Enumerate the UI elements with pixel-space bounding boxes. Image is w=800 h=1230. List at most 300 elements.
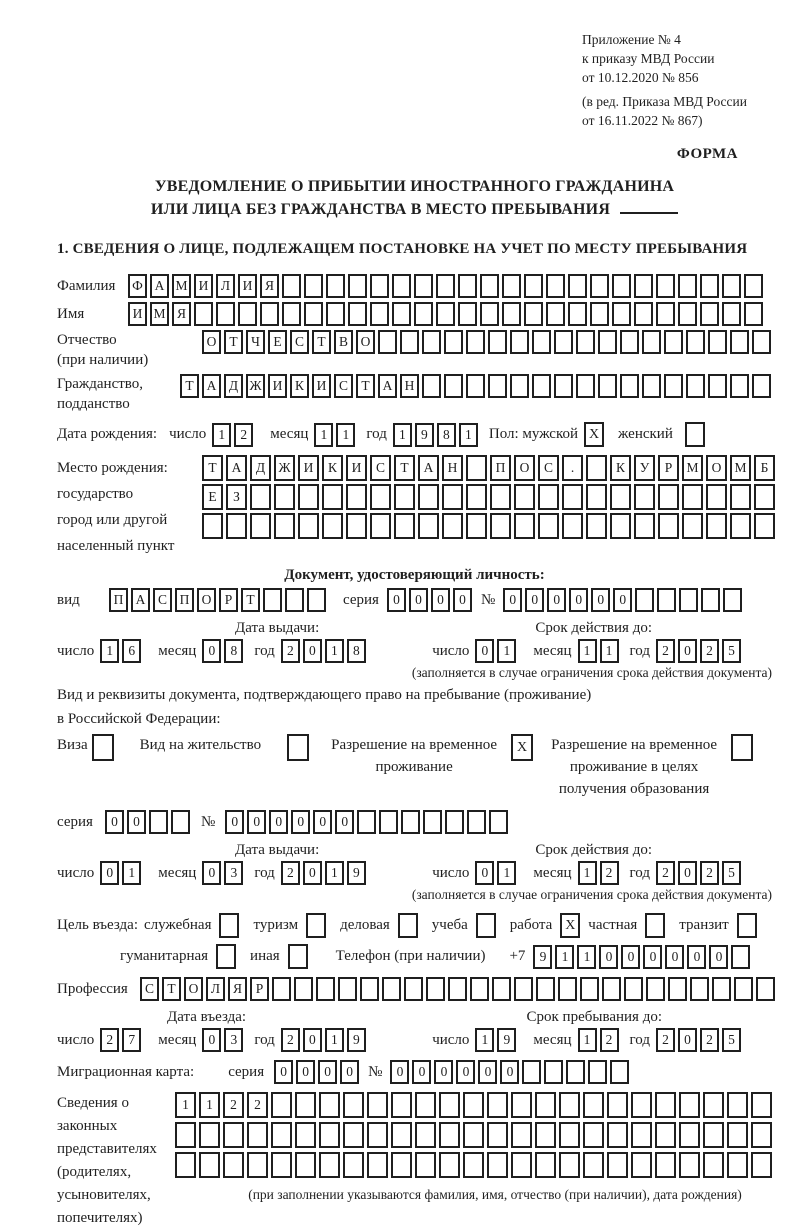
char-box: 1 bbox=[578, 1028, 597, 1052]
char-box: 1 bbox=[459, 423, 478, 447]
char-box: 2 bbox=[656, 639, 675, 663]
char-box: 2 bbox=[281, 861, 300, 885]
char-box bbox=[727, 1092, 748, 1118]
char-box bbox=[535, 1092, 556, 1118]
char-box bbox=[514, 484, 535, 510]
char-box bbox=[202, 513, 223, 539]
char-box bbox=[394, 513, 415, 539]
char-box bbox=[367, 1092, 388, 1118]
firstname-boxes bbox=[128, 302, 766, 326]
char-box bbox=[538, 484, 559, 510]
char-box bbox=[546, 274, 565, 298]
char-box: 2 bbox=[656, 861, 675, 885]
sex-label: Пол: мужской bbox=[488, 426, 579, 442]
char-box bbox=[445, 810, 464, 834]
char-box: И bbox=[298, 455, 319, 481]
char-box bbox=[634, 274, 653, 298]
char-box bbox=[370, 513, 391, 539]
char-box bbox=[467, 810, 486, 834]
doc-validity-note: (заполняется в случае ограничения срока действия документа) bbox=[411, 665, 772, 680]
char-box: 0 bbox=[591, 588, 610, 612]
char-box bbox=[444, 330, 463, 354]
char-box bbox=[562, 513, 583, 539]
phone-boxes bbox=[533, 945, 753, 969]
appendix-line: к приказу МВД России bbox=[582, 51, 715, 66]
char-box: 0 bbox=[340, 1060, 359, 1084]
char-box bbox=[149, 810, 168, 834]
day-label: число bbox=[169, 426, 207, 442]
purpose-business-label: деловая bbox=[340, 917, 390, 933]
doc-number-label: № bbox=[480, 591, 496, 608]
char-box bbox=[422, 374, 441, 398]
char-box bbox=[554, 330, 573, 354]
migration-number-label: № bbox=[368, 1063, 383, 1080]
form-word: ФОРМА bbox=[676, 146, 738, 162]
char-box bbox=[304, 274, 323, 298]
char-box bbox=[250, 513, 271, 539]
char-box: А bbox=[378, 374, 397, 398]
residence-issue-year bbox=[281, 861, 369, 885]
char-box bbox=[590, 302, 609, 326]
char-box bbox=[586, 484, 607, 510]
char-box bbox=[657, 588, 676, 612]
legal-reps-row2 bbox=[175, 1122, 775, 1148]
char-box bbox=[754, 513, 775, 539]
char-box: 0 bbox=[599, 945, 618, 969]
char-box bbox=[703, 1152, 724, 1178]
doc-series-boxes bbox=[387, 588, 475, 612]
char-box: З bbox=[226, 484, 247, 510]
char-box bbox=[583, 1092, 604, 1118]
char-box: 0 bbox=[503, 588, 522, 612]
char-box bbox=[415, 1122, 436, 1148]
char-box: Р bbox=[658, 455, 679, 481]
char-box bbox=[436, 274, 455, 298]
residence-permit-label: Вид на жительство bbox=[139, 737, 262, 753]
char-box bbox=[247, 1152, 268, 1178]
char-box bbox=[656, 302, 675, 326]
char-box bbox=[319, 1092, 340, 1118]
char-box bbox=[414, 302, 433, 326]
field-migration-card bbox=[57, 1060, 772, 1084]
purpose-row1 bbox=[57, 913, 772, 938]
char-box bbox=[524, 274, 543, 298]
char-box bbox=[701, 588, 720, 612]
char-box: 2 bbox=[100, 1028, 119, 1052]
char-box: 1 bbox=[497, 861, 516, 885]
residence-validity-note: (заполняется в случае ограничения срока действия документа) bbox=[411, 887, 772, 902]
char-box bbox=[535, 1152, 556, 1178]
char-box: 1 bbox=[199, 1092, 220, 1118]
char-box: 9 bbox=[347, 1028, 366, 1052]
char-box bbox=[610, 484, 631, 510]
field-residence-series bbox=[57, 810, 772, 834]
char-box bbox=[370, 484, 391, 510]
char-box: М bbox=[682, 455, 703, 481]
stay-heading: Срок пребывания до: bbox=[526, 1009, 662, 1025]
char-box bbox=[679, 1122, 700, 1148]
char-box bbox=[532, 330, 551, 354]
purpose-transit-checkbox bbox=[737, 913, 757, 938]
char-box: И bbox=[194, 274, 213, 298]
char-box: Ж bbox=[274, 455, 295, 481]
char-box bbox=[360, 977, 379, 1001]
doc-valid-year bbox=[656, 639, 744, 663]
char-box: 1 bbox=[100, 639, 119, 663]
char-box: 1 bbox=[336, 423, 355, 447]
residence-valid-heading: Срок действия до: bbox=[535, 842, 652, 858]
char-box: 0 bbox=[202, 861, 221, 885]
char-box: 0 bbox=[269, 810, 288, 834]
char-box bbox=[535, 1122, 556, 1148]
char-box bbox=[754, 484, 775, 510]
char-box: 0 bbox=[274, 1060, 293, 1084]
char-box: . bbox=[562, 455, 583, 481]
purpose-study-label: учеба bbox=[431, 917, 468, 933]
char-box: Я bbox=[172, 302, 191, 326]
char-box bbox=[415, 1092, 436, 1118]
char-box bbox=[522, 1060, 541, 1084]
char-box bbox=[348, 274, 367, 298]
char-box: 0 bbox=[390, 1060, 409, 1084]
char-box bbox=[223, 1152, 244, 1178]
birthplace-row3 bbox=[202, 513, 778, 539]
char-box bbox=[326, 274, 345, 298]
appendix-line: от 10.12.2020 № 856 bbox=[582, 70, 699, 85]
char-box: Е bbox=[268, 330, 287, 354]
char-box bbox=[378, 330, 397, 354]
phone-prefix: +7 bbox=[509, 948, 526, 964]
char-box: 0 bbox=[547, 588, 566, 612]
entry-month bbox=[202, 1028, 246, 1052]
char-box: 6 bbox=[122, 639, 141, 663]
char-box bbox=[607, 1092, 628, 1118]
char-box: 2 bbox=[234, 423, 253, 447]
char-box: 9 bbox=[415, 423, 434, 447]
char-box: 0 bbox=[456, 1060, 475, 1084]
char-box bbox=[514, 513, 535, 539]
form-title bbox=[57, 175, 772, 221]
char-box bbox=[510, 330, 529, 354]
edu-permit-checkbox bbox=[731, 734, 753, 761]
char-box: 0 bbox=[127, 810, 146, 834]
char-box bbox=[271, 1152, 292, 1178]
profession-label: Профессия bbox=[57, 981, 128, 997]
char-box: Т bbox=[180, 374, 199, 398]
char-box: 7 bbox=[122, 1028, 141, 1052]
char-box: 0 bbox=[478, 1060, 497, 1084]
char-box: И bbox=[268, 374, 287, 398]
doc-series-label: серия bbox=[343, 591, 379, 608]
char-box bbox=[679, 1092, 700, 1118]
char-box bbox=[492, 977, 511, 1001]
char-box bbox=[658, 484, 679, 510]
char-box bbox=[751, 1152, 772, 1178]
purpose-work-label: работа bbox=[509, 917, 553, 933]
purpose-official-checkbox bbox=[219, 913, 239, 938]
char-box bbox=[635, 588, 654, 612]
char-box: 0 bbox=[678, 1028, 697, 1052]
char-box bbox=[656, 274, 675, 298]
char-box: 1 bbox=[212, 423, 231, 447]
char-box: Д bbox=[224, 374, 243, 398]
char-box bbox=[610, 1060, 629, 1084]
char-box bbox=[536, 977, 555, 1001]
char-box bbox=[664, 374, 683, 398]
char-box: 0 bbox=[665, 945, 684, 969]
char-box bbox=[744, 302, 763, 326]
char-box bbox=[586, 513, 607, 539]
char-box bbox=[706, 513, 727, 539]
char-box: 0 bbox=[678, 639, 697, 663]
char-box: 1 bbox=[393, 423, 412, 447]
char-box bbox=[727, 1152, 748, 1178]
char-box bbox=[436, 302, 455, 326]
char-box bbox=[620, 374, 639, 398]
char-box bbox=[439, 1122, 460, 1148]
residence-issue-heading: Дата выдачи: bbox=[235, 842, 320, 858]
char-box bbox=[394, 484, 415, 510]
field-birthplace bbox=[57, 455, 772, 559]
char-box bbox=[679, 1152, 700, 1178]
char-box bbox=[316, 977, 335, 1001]
char-box: 1 bbox=[577, 945, 596, 969]
char-box: 0 bbox=[303, 861, 322, 885]
purpose-work-checkbox: X bbox=[560, 913, 580, 938]
char-box bbox=[686, 330, 705, 354]
char-box bbox=[199, 1122, 220, 1148]
citizenship-boxes bbox=[180, 374, 774, 398]
entry-date-headings bbox=[57, 1009, 772, 1026]
char-box: 1 bbox=[497, 639, 516, 663]
purpose-humanitarian-label: гуманитарная bbox=[120, 948, 209, 964]
entry-dates bbox=[57, 1028, 772, 1052]
doc-valid-heading: Срок действия до: bbox=[535, 620, 652, 636]
char-box bbox=[466, 455, 487, 481]
char-box bbox=[588, 1060, 607, 1084]
residence-number-label: № bbox=[200, 813, 216, 830]
char-box bbox=[502, 302, 521, 326]
char-box: 0 bbox=[313, 810, 332, 834]
char-box bbox=[583, 1122, 604, 1148]
char-box bbox=[524, 302, 543, 326]
char-box bbox=[568, 274, 587, 298]
char-box bbox=[274, 484, 295, 510]
char-box bbox=[171, 810, 190, 834]
residence-series-boxes bbox=[105, 810, 193, 834]
residence-date-headings bbox=[57, 842, 772, 859]
char-box: 0 bbox=[431, 588, 450, 612]
field-surname bbox=[57, 274, 772, 298]
doc-issue-heading: Дата выдачи: bbox=[235, 620, 320, 636]
char-box bbox=[562, 484, 583, 510]
char-box: 9 bbox=[497, 1028, 516, 1052]
char-box bbox=[295, 1152, 316, 1178]
doc-valid-date: число 0 1 месяц 1 1 год 2 0 2 5 bbox=[432, 639, 744, 663]
char-box bbox=[566, 1060, 585, 1084]
char-box bbox=[610, 513, 631, 539]
char-box bbox=[298, 484, 319, 510]
char-box bbox=[511, 1122, 532, 1148]
char-box bbox=[216, 302, 235, 326]
migration-number-boxes bbox=[390, 1060, 632, 1084]
char-box: 0 bbox=[387, 588, 406, 612]
char-box: Ж bbox=[246, 374, 265, 398]
char-box bbox=[404, 977, 423, 1001]
char-box bbox=[708, 374, 727, 398]
char-box: 0 bbox=[643, 945, 662, 969]
char-box: 1 bbox=[555, 945, 574, 969]
char-box: Т bbox=[202, 455, 223, 481]
field-doc-kind bbox=[57, 588, 772, 612]
char-box: Т bbox=[356, 374, 375, 398]
char-box: 0 bbox=[621, 945, 640, 969]
phone-label: Телефон (при наличии) bbox=[335, 948, 486, 964]
char-box: Я bbox=[228, 977, 247, 1001]
purpose-official-label: служебная bbox=[143, 917, 212, 933]
char-box: А bbox=[131, 588, 150, 612]
patronymic-boxes bbox=[202, 330, 774, 354]
char-box bbox=[752, 374, 771, 398]
char-box bbox=[418, 484, 439, 510]
section1-heading: 1. СВЕДЕНИЯ О ЛИЦЕ, ПОДЛЕЖАЩЕМ ПОСТАНОВКЕ НА УЧЕТ ПО МЕСТУ ПРЕБЫВАНИЯ bbox=[57, 241, 748, 257]
residence-permit-checkbox bbox=[287, 734, 309, 761]
char-box: С bbox=[290, 330, 309, 354]
char-box: Л bbox=[206, 977, 225, 1001]
char-box: 0 bbox=[709, 945, 728, 969]
char-box bbox=[642, 374, 661, 398]
char-box bbox=[624, 977, 643, 1001]
char-box: Т bbox=[312, 330, 331, 354]
char-box: О bbox=[356, 330, 375, 354]
birthplace-row2 bbox=[202, 484, 778, 510]
doc-issue-day bbox=[100, 639, 144, 663]
char-box: Р bbox=[219, 588, 238, 612]
char-box bbox=[294, 977, 313, 1001]
surname-label: Фамилия bbox=[57, 278, 116, 294]
char-box bbox=[439, 1152, 460, 1178]
char-box bbox=[682, 513, 703, 539]
birthdate-group bbox=[169, 423, 481, 447]
char-box: 0 bbox=[434, 1060, 453, 1084]
char-box: И bbox=[128, 302, 147, 326]
char-box bbox=[260, 302, 279, 326]
appendix-block bbox=[582, 30, 772, 130]
char-box bbox=[319, 1152, 340, 1178]
char-box: М bbox=[172, 274, 191, 298]
char-box bbox=[391, 1152, 412, 1178]
profession-boxes bbox=[140, 977, 778, 1001]
char-box bbox=[655, 1122, 676, 1148]
char-box bbox=[175, 1152, 196, 1178]
char-box: 1 bbox=[314, 423, 333, 447]
char-box bbox=[559, 1122, 580, 1148]
char-box: 2 bbox=[247, 1092, 268, 1118]
char-box bbox=[370, 274, 389, 298]
char-box bbox=[272, 977, 291, 1001]
month-label: месяц bbox=[270, 426, 309, 442]
char-box bbox=[634, 302, 653, 326]
char-box bbox=[367, 1122, 388, 1148]
char-box bbox=[559, 1152, 580, 1178]
sex-female-checkbox bbox=[685, 422, 705, 447]
char-box bbox=[678, 274, 697, 298]
char-box bbox=[706, 484, 727, 510]
form-title-line2: ИЛИ ЛИЦА БЕЗ ГРАЖДАНСТВА В МЕСТО ПРЕБЫВАНИЯ bbox=[57, 198, 772, 221]
char-box: С bbox=[140, 977, 159, 1001]
char-box bbox=[554, 374, 573, 398]
residence-valid-day bbox=[475, 861, 519, 885]
birthplace-label: Место рождения: государство город или другой населенный пункт bbox=[57, 460, 175, 554]
char-box bbox=[634, 484, 655, 510]
birthplace-rows bbox=[202, 455, 778, 539]
birthdate-month-boxes bbox=[314, 423, 358, 447]
char-box bbox=[238, 302, 257, 326]
doc-dates bbox=[57, 639, 772, 663]
char-box bbox=[712, 977, 731, 1001]
birthdate-year-boxes bbox=[393, 423, 481, 447]
purpose-private-label: частная bbox=[588, 917, 638, 933]
residence-valid-year bbox=[656, 861, 744, 885]
char-box: Р bbox=[250, 977, 269, 1001]
char-box: К bbox=[290, 374, 309, 398]
char-box bbox=[487, 1122, 508, 1148]
char-box bbox=[274, 513, 295, 539]
char-box bbox=[199, 1152, 220, 1178]
revision-line: от 16.11.2022 № 867) bbox=[582, 113, 703, 128]
char-box: 1 bbox=[578, 861, 597, 885]
entry-year bbox=[281, 1028, 369, 1052]
char-box bbox=[546, 302, 565, 326]
char-box bbox=[731, 945, 750, 969]
doc-valid-day bbox=[475, 639, 519, 663]
char-box bbox=[631, 1122, 652, 1148]
char-box bbox=[263, 588, 282, 612]
char-box bbox=[756, 977, 775, 1001]
char-box bbox=[422, 330, 441, 354]
char-box bbox=[271, 1092, 292, 1118]
char-box: 0 bbox=[475, 861, 494, 885]
char-box bbox=[379, 810, 398, 834]
char-box bbox=[730, 484, 751, 510]
residence-series-label: серия bbox=[57, 813, 93, 830]
char-box bbox=[343, 1152, 364, 1178]
visa-label: Виза bbox=[57, 737, 88, 753]
field-birthdate bbox=[57, 422, 772, 447]
edu-permit-label: Разрешение на временное проживание в целях получения образования bbox=[551, 737, 718, 797]
char-box bbox=[722, 274, 741, 298]
appendix-line: Приложение № 4 bbox=[582, 32, 681, 47]
field-legal-reps bbox=[57, 1092, 772, 1230]
char-box bbox=[490, 484, 511, 510]
char-box bbox=[391, 1122, 412, 1148]
migration-series-boxes bbox=[274, 1060, 362, 1084]
field-profession bbox=[57, 977, 772, 1001]
char-box bbox=[598, 330, 617, 354]
char-box: 2 bbox=[700, 1028, 719, 1052]
char-box: Ф bbox=[128, 274, 147, 298]
char-box: 0 bbox=[687, 945, 706, 969]
char-box: 1 bbox=[175, 1092, 196, 1118]
char-box bbox=[458, 302, 477, 326]
residence-intro1: Вид и реквизиты документа, подтверждающего право на пребывание (проживание) bbox=[57, 687, 592, 703]
char-box: К bbox=[610, 455, 631, 481]
purpose-business-checkbox bbox=[398, 913, 418, 938]
temp-permit-checkbox: X bbox=[511, 734, 533, 761]
doc-issue-month bbox=[202, 639, 246, 663]
char-box bbox=[439, 1092, 460, 1118]
char-box bbox=[250, 484, 271, 510]
